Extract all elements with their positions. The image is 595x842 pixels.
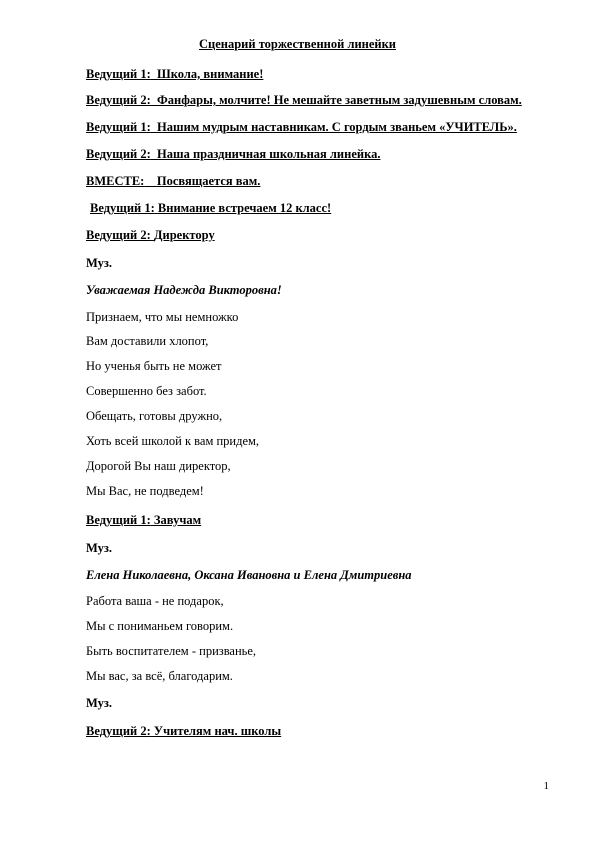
line-text: Внимание встречаем 12 класс! — [157, 201, 332, 215]
line-text: Фанфары, молчите! Не мешайте заветным задушевным словам. — [157, 93, 522, 107]
script-line — [86, 147, 380, 162]
poem-line: Вам доставили хлопот, — [86, 334, 209, 348]
script-line — [90, 201, 331, 216]
script-line — [86, 67, 263, 82]
poem-line: Работа ваша - не подарок, — [86, 594, 224, 608]
dedication-heading: Уважаемая Надежда Викторовна! — [86, 283, 282, 297]
page-title: Сценарий торжественной линейки — [198, 37, 397, 51]
speaker-label: Ведущий 1: — [90, 201, 155, 215]
speaker-label: Ведущий 2: — [86, 93, 151, 107]
line-text: Школа, внимание! — [157, 67, 264, 81]
poem-line: Мы с пониманьем говорим. — [86, 619, 234, 633]
script-line — [86, 120, 517, 135]
poem-line: Мы Вас, не подведем! — [86, 484, 204, 498]
speaker-label: Ведущий 2: — [86, 228, 151, 242]
script-line — [86, 724, 281, 739]
line-text: Нашим мудрым наставникам. С гордым званьем «УЧИТЕЛЬ». — [157, 120, 517, 134]
speaker-label: ВМЕСТЕ: — [86, 174, 145, 188]
poem-line: Хоть всей школой к вам придем, — [86, 434, 260, 448]
line-text: Наша праздничная школьная линейка. — [157, 147, 381, 161]
script-line — [86, 228, 215, 243]
music-cue: Муз. — [86, 256, 113, 270]
music-cue: Муз. — [86, 696, 113, 710]
poem-line: Признаем, что мы немножко — [86, 310, 239, 324]
line-text: Учителям нач. школы — [153, 724, 282, 738]
speaker-label: Ведущий 1: — [86, 513, 151, 527]
music-cue: Муз. — [86, 541, 113, 555]
speaker-label: Ведущий 2: — [86, 724, 151, 738]
poem-line: Дорогой Вы наш директор, — [86, 459, 231, 473]
line-text: Директору — [153, 228, 215, 242]
poem-line: Совершенно без забот. — [86, 384, 207, 398]
dedication-heading: Елена Николаевна, Оксана Ивановна и Елена Дмитриевна — [86, 568, 412, 582]
script-line — [86, 513, 201, 528]
speaker-label: Ведущий 1: — [86, 67, 151, 81]
poem-line: Быть воспитателем - призванье, — [86, 644, 257, 658]
speaker-label: Ведущий 2: — [86, 147, 151, 161]
poem-line: Но ученья быть не может — [86, 359, 222, 373]
line-text: Посвящается вам. — [156, 174, 261, 188]
poem-line: Обещать, готовы дружно, — [86, 409, 223, 423]
line-text: Завучам — [153, 513, 202, 527]
speaker-label: Ведущий 1: — [86, 120, 151, 134]
poem-line: Мы вас, за всё, благодарим. — [86, 669, 233, 683]
script-line — [86, 93, 522, 108]
page-number: 1 — [543, 780, 549, 792]
script-line — [86, 174, 260, 189]
